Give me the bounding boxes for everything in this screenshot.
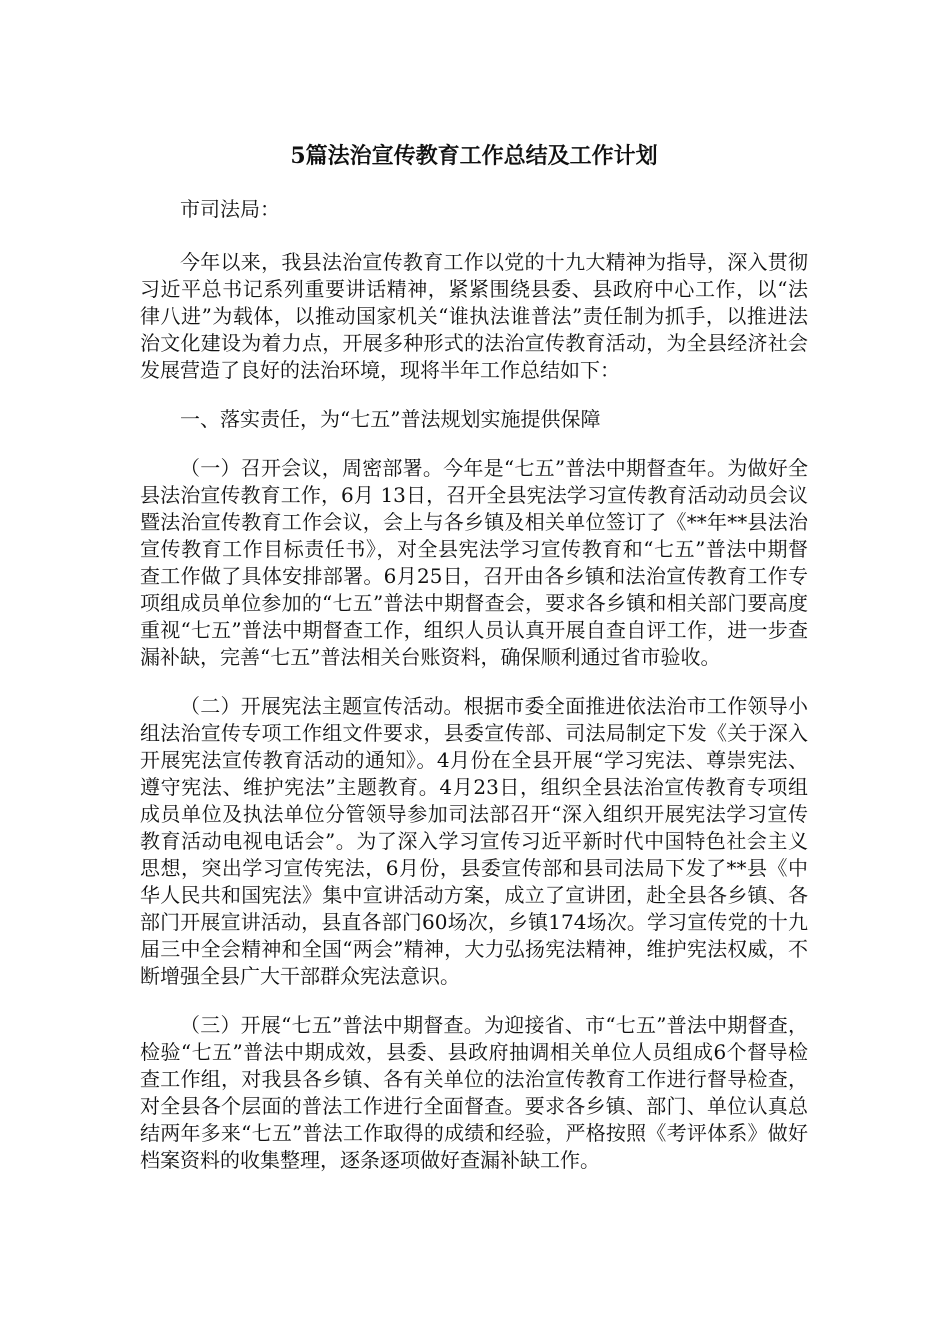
paragraph-constitution: （二）开展宪法主题宣传活动。根据市委全面推进依法治市工作领导小组法治宣传专项工作组文件要求，县委宣传部、司法局制定下发《关于深入开展宪法宣传教育活动的通知》。4月份在全县开展“学习宪法、尊崇宪法、遵守宪法、维护宪法”主题教育。4月23日，组织全县法治宣传教育专项组成员单位及执法单位分管领导参加司法部召开“深入组织开展宪法学习宣传教育活动电视电话会”。为了深入学习宣传习近平新时代中国特色社会主义思想，突出学习宣传宪法，6月份，县委宣传部和县司法局下发了**县《中华人民共和国宪法》集中宣讲活动方案，成立了宣讲团，赴全县各乡镇、各部门开展宣讲活动，县直各部门60场次，乡镇174场次。学习宣传党的十九届三中全会精神和全国“两会”精神，大力弘扬宪法精神，维护宪法权威，不断增强全县广大干部群众宪法意识。: [140, 694, 808, 988]
salutation: 市司法局：: [180, 197, 280, 221]
document-title: 5篇法治宣传教育工作总结及工作计划: [290, 143, 658, 169]
document-body: [140, 140, 808, 1196]
intro-paragraph: 今年以来，我县法治宣传教育工作以党的十九大精神为指导，深入贯彻习近平总书记系列重要讲话精神，紧紧围绕县委、县政府中心工作，以“法律八进”为载体，以推动国家机关“谁执法谁普法”责任制为抓手，以推进法治文化建设为着力点，开展多种形式的法治宣传教育活动，为全县经济社会发展营造了良好的法治环境，现将半年工作总结如下：: [140, 250, 808, 382]
paragraph-inspection: （三）开展“七五”普法中期督查。为迎接省、市“七五”普法中期督查，检验“七五”普法中期成效，县委、县政府抽调相关单位人员组成6个督导检查工作组，对我县各乡镇、各有关单位的法治宣传教育工作进行督导检查，对全县各个层面的普法工作进行全面督查。要求各乡镇、部门、单位认真总结两年多来“七五”普法工作取得的成绩和经验，严格按照《考评体系》做好档案资料的收集整理，逐条逐项做好查漏补缺工作。: [140, 1013, 808, 1172]
paragraph-meeting: （一）召开会议，周密部署。今年是“七五”普法中期督查年。为做好全县法治宣传教育工作，6月 13日，召开全县宪法学习宣传教育活动动员会议暨法治宣传教育工作会议，会上与各乡镇及相关单位签订了《**年**县法治宣传教育工作目标责任书》，对全县宪法学习宣传教育和“七五”普法中期督查工作做了具体安排部署。6月25日，召开由各乡镇和法治宣传教育工作专项组成员单位参加的“七五”普法中期督查会，要求各乡镇和相关部门要高度重视“七五”普法中期督查工作，组织人员认真开展自查自评工作，进一步查漏补缺，完善“七五”普法相关台账资料，确保顺利通过省市验收。: [140, 456, 808, 669]
section-heading: 一、落实责任，为“七五”普法规划实施提供保障: [180, 407, 601, 431]
